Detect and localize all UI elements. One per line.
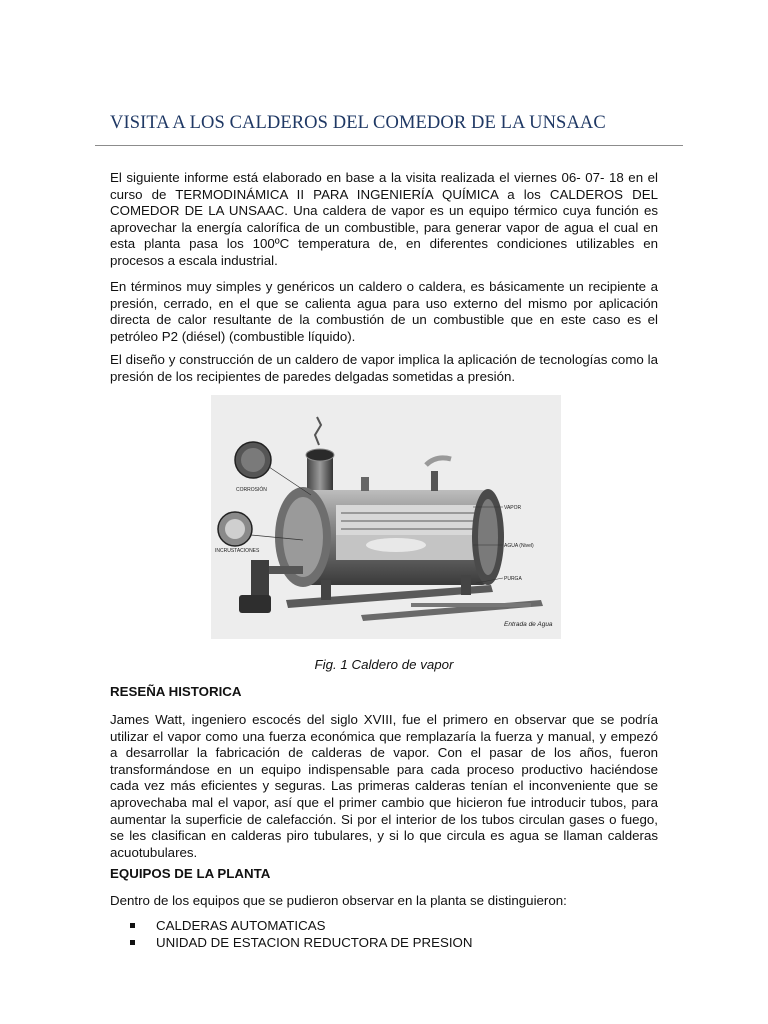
boiler-figure	[211, 395, 561, 639]
definition-paragraph: En términos muy simples y genéricos un caldero o caldera, es básicamente un recipiente a presión, cerrado, en el que se calienta agua para uso externo del mismo por aplicación directa de calor resultante de la combustión de un combustible que en este caso es el petróleo P2 (diésel) (combustible líquido).	[110, 279, 658, 344]
figure-caption: Fig. 1 Caldero de vapor	[314, 657, 454, 672]
equipment-intro: Dentro de los equipos que se pudieron observar en la planta se distinguieron:	[110, 893, 567, 908]
label-agua: AGUA (Nivel)	[504, 543, 534, 549]
list-item	[130, 917, 472, 934]
heading-resena-historica: RESEÑA HISTORICA	[110, 684, 242, 699]
list-item-label: CALDERAS AUTOMATICAS	[156, 918, 326, 933]
history-paragraph: James Watt, ingeniero escocés del siglo XVIII, fue el primero en observar que se podría utilizar el vapor como una fuerza económica que remplazaría la fuerza y manual, y empezó a desarrollar la fabricación de calderas de vapor. Con el pasar de los años, fueron transformándose en un equipo indispensable para cada proceso productivo haciéndose cada vez más eficientes y seguras. Las primeras calderas tenían el inconveniente que se aprovechaba mal el vapor, así que el primer cambio que hicieron fue introducir tubos, para aumentar la superficie de calefacción. Si por el interior de los tubos circulan gases o fuego, se les clasifican en calderas piro tubulares, y si lo que circula es agua se llaman calderas acuotubulares.	[110, 712, 658, 860]
bullet-icon	[130, 923, 135, 928]
list-item-label: UNIDAD DE ESTACION REDUCTORA DE PRESION	[156, 935, 473, 950]
label-incrustaciones: INCRUSTACIONES	[215, 548, 260, 554]
equipment-list	[130, 917, 472, 951]
list-item	[130, 934, 472, 951]
document-title: VISITA A LOS CALDEROS DEL COMEDOR DE LA UNSAAC	[110, 113, 606, 133]
intro-paragraph: El siguiente informe está elaborado en base a la visita realizada el viernes 06- 07- 18 en el curso de TERMODINÁMICA II PARA INGENIERÍA QUÍMICA a los CALDEROS DEL COMEDOR DE LA UNSAAC. Una caldera de vapor es un equipo térmico cuya función es aprovechar la energía calorífica de un combustible, para generar vapor de agua el cual en esta planta pasa los 100ºC temperatura de, en diferentes condiciones utilizables en procesos a escala industrial.	[110, 170, 658, 268]
design-paragraph: El diseño y construcción de un caldero de vapor implica la aplicación de tecnologías como la presión de los recipientes de paredes delgadas sometidas a presión.	[110, 352, 658, 384]
label-entrada-agua: Entrada de Agua	[504, 621, 553, 628]
label-vapor: VAPOR	[504, 505, 522, 511]
boiler-illustration	[211, 395, 561, 639]
heading-equipos-planta: EQUIPOS DE LA PLANTA	[110, 866, 271, 881]
label-purga: PURGA	[504, 576, 522, 582]
title-rule	[95, 145, 683, 146]
bullet-icon	[130, 940, 135, 945]
label-corrosion: CORROSIÓN	[236, 487, 267, 493]
